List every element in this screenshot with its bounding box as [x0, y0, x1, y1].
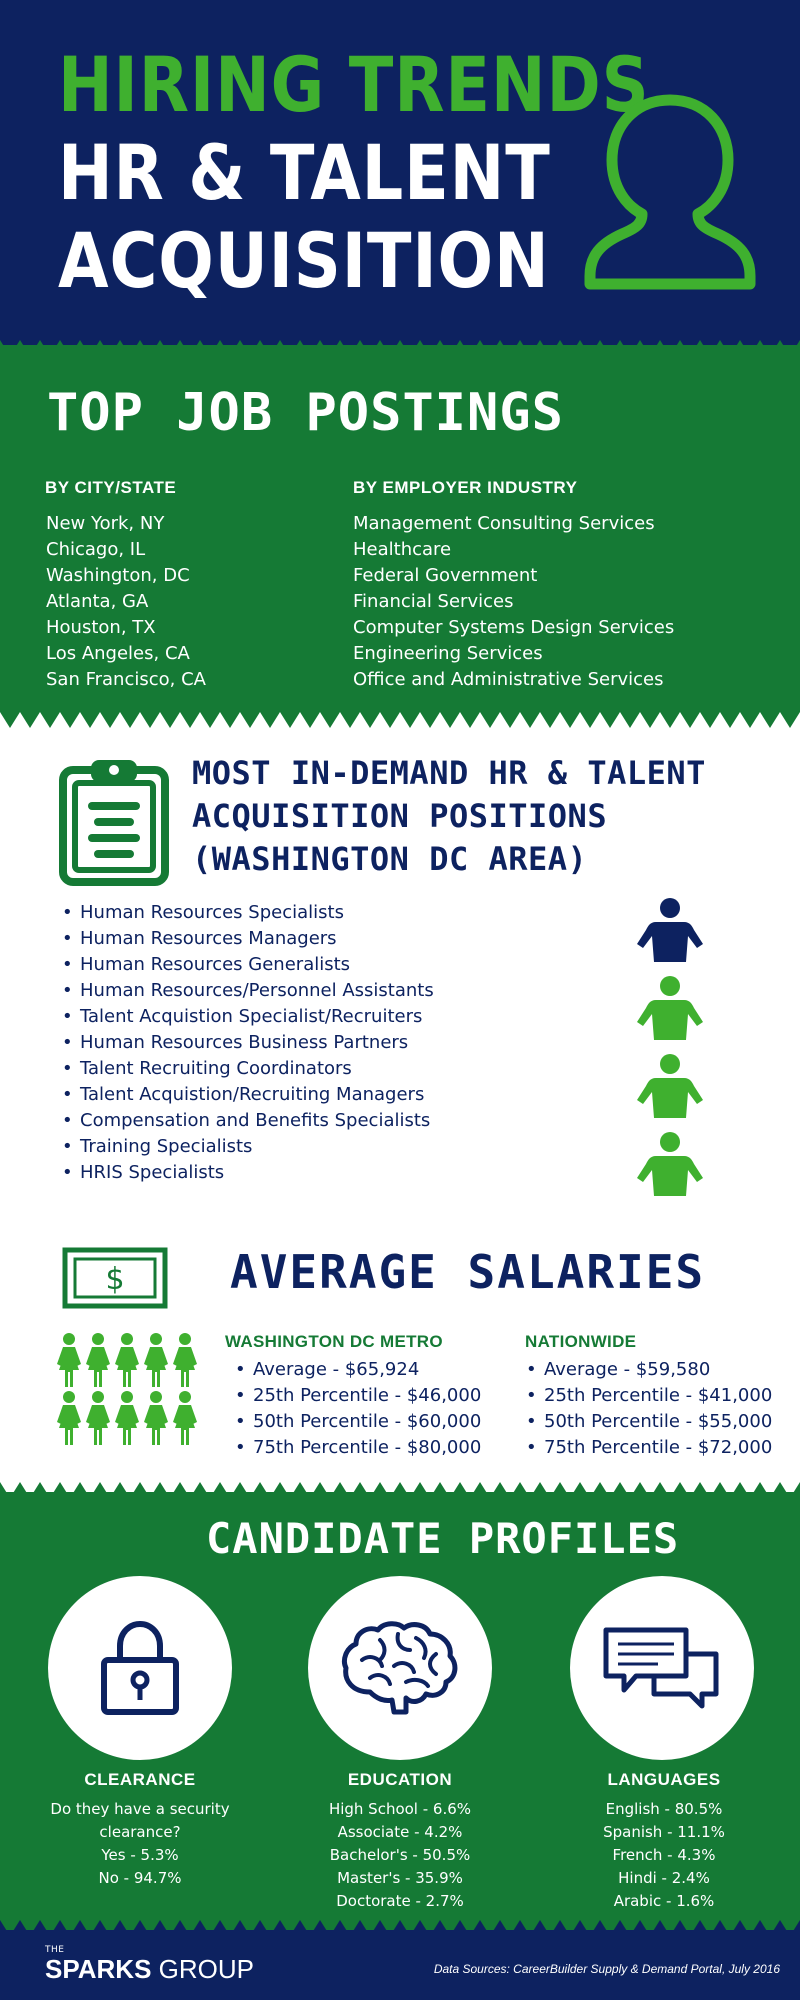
languages-line: Arabic - 1.6%	[613, 1892, 715, 1910]
list-item: Management Consulting Services	[353, 513, 655, 534]
padlock-icon	[100, 1620, 180, 1716]
in-demand-title	[192, 752, 706, 881]
woman-figure-icon	[55, 1332, 83, 1388]
clearance-line: Yes - 5.3%	[101, 1846, 179, 1864]
woman-figure-icon	[55, 1390, 83, 1446]
languages-line: French - 4.3%	[612, 1846, 716, 1864]
title-acquisition: ACQUISITION	[58, 216, 550, 305]
list-item: New York, NY	[46, 513, 165, 534]
languages-circle	[570, 1576, 754, 1760]
clearance-line: clearance?	[99, 1823, 181, 1841]
sparks-group-logo	[45, 1954, 254, 1985]
list-item: Federal Government	[353, 565, 538, 586]
list-item: • HRIS Specialists	[62, 1160, 434, 1186]
person-figure-icon	[636, 1132, 704, 1196]
title-hr-talent: HR & TALENT	[58, 128, 551, 217]
footer	[0, 1930, 800, 2000]
list-item: • 50th Percentile - $55,000	[526, 1409, 772, 1435]
list-item: • Human Resources Business Partners	[62, 1030, 434, 1056]
in-demand-title-line: ACQUISITION POSITIONS	[192, 797, 608, 835]
list-item: • Training Specialists	[62, 1134, 434, 1160]
profiles-title: CANDIDATE PROFILES	[206, 1514, 680, 1563]
clearance-circle	[48, 1576, 232, 1760]
education-line: Bachelor's - 50.5%	[329, 1846, 471, 1864]
zigzag-divider	[0, 712, 800, 730]
clearance-text	[20, 1798, 260, 1890]
list-item: • Talent Acquistion Specialist/Recruiters	[62, 1004, 434, 1030]
languages-line: Spanish - 11.1%	[603, 1823, 725, 1841]
clearance-line: Do they have a security	[50, 1800, 230, 1818]
list-item: • Human Resources/Personnel Assistants	[62, 978, 434, 1004]
person-outline-icon	[580, 88, 760, 298]
list-item: • Average - $59,580	[526, 1357, 772, 1383]
dc-metro-heading: WASHINGTON DC METRO	[225, 1332, 443, 1351]
education-circle	[308, 1576, 492, 1760]
education-line: High School - 6.6%	[328, 1800, 472, 1818]
city-heading: BY CITY/STATE	[45, 478, 177, 497]
data-sources: Data Sources: CareerBuilder Supply & Demand Portal, July 2016	[433, 1962, 780, 1976]
brain-icon	[340, 1620, 460, 1716]
industry-heading: BY EMPLOYER INDUSTRY	[353, 478, 578, 497]
list-item: • 50th Percentile - $60,000	[235, 1409, 481, 1435]
list-item: • 25th Percentile - $41,000	[526, 1383, 772, 1409]
women-figures-grid	[55, 1332, 203, 1448]
list-item: Financial Services	[353, 591, 514, 612]
list-item: • Human Resources Specialists	[62, 900, 434, 926]
person-figure-icon	[636, 898, 704, 962]
candidate-profiles-section	[0, 1492, 800, 1930]
list-item: • Talent Acquistion/Recruiting Managers	[62, 1082, 434, 1108]
list-item: Chicago, IL	[46, 539, 146, 560]
clearance-line: No - 94.7%	[98, 1869, 182, 1887]
people-figures	[636, 898, 704, 1210]
positions-list	[62, 900, 434, 1186]
list-item: Atlanta, GA	[46, 591, 149, 612]
list-item: • Human Resources Generalists	[62, 952, 434, 978]
list-item: Computer Systems Design Services	[353, 617, 675, 638]
woman-figure-icon	[84, 1390, 112, 1446]
list-item: • Human Resources Managers	[62, 926, 434, 952]
woman-figure-icon	[113, 1390, 141, 1446]
list-item: San Francisco, CA	[46, 669, 206, 690]
list-item: Washington, DC	[46, 565, 190, 586]
woman-figure-icon	[142, 1332, 170, 1388]
title-hiring-trends: HIRING TRENDS	[58, 40, 650, 129]
education-line: Doctorate - 2.7%	[336, 1892, 464, 1910]
logo-sparks: SPARKS	[45, 1954, 152, 1984]
list-item: • 25th Percentile - $46,000	[235, 1383, 481, 1409]
industry-list	[353, 511, 674, 693]
top-job-postings-section	[0, 345, 800, 715]
list-item: • 75th Percentile - $72,000	[526, 1435, 772, 1461]
woman-figure-icon	[142, 1390, 170, 1446]
nationwide-salary-list	[526, 1357, 772, 1461]
city-list	[46, 511, 206, 693]
education-text	[280, 1798, 520, 1913]
education-line: Master's - 35.9%	[337, 1869, 463, 1887]
woman-figure-icon	[84, 1332, 112, 1388]
list-item: Healthcare	[353, 539, 452, 560]
dollar-symbol: $	[105, 1262, 125, 1297]
education-heading: EDUCATION	[347, 1770, 453, 1789]
clearance-heading: CLEARANCE	[84, 1770, 196, 1789]
woman-figure-icon	[113, 1332, 141, 1388]
list-item: Los Angeles, CA	[46, 643, 190, 664]
woman-figure-icon	[171, 1332, 199, 1388]
nationwide-heading: NATIONWIDE	[525, 1332, 637, 1351]
list-item: • Compensation and Benefits Specialists	[62, 1108, 434, 1134]
header-banner	[0, 0, 800, 345]
logo-the: THE	[45, 1945, 65, 1955]
list-item: • 75th Percentile - $80,000	[235, 1435, 481, 1461]
list-item: • Average - $65,924	[235, 1357, 481, 1383]
dc-salary-list	[235, 1357, 481, 1461]
in-demand-title-line: (WASHINGTON DC AREA)	[192, 840, 588, 878]
languages-line: English - 80.5%	[605, 1800, 723, 1818]
list-item: Office and Administrative Services	[353, 669, 664, 690]
languages-line: Hindi - 2.4%	[618, 1869, 710, 1887]
logo-group: GROUP	[151, 1954, 255, 1984]
salaries-title: AVERAGE SALARIES	[230, 1245, 706, 1299]
person-figure-icon	[636, 1054, 704, 1118]
languages-text	[544, 1798, 784, 1913]
clipboard-icon	[58, 756, 170, 886]
speech-bubbles-icon	[602, 1626, 722, 1710]
list-item: • Talent Recruiting Coordinators	[62, 1056, 434, 1082]
postings-title: TOP JOB POSTINGS	[47, 383, 564, 443]
person-figure-icon	[636, 976, 704, 1040]
languages-heading: LANGUAGES	[607, 1770, 721, 1789]
education-line: Associate - 4.2%	[337, 1823, 463, 1841]
list-item: Engineering Services	[353, 643, 543, 664]
dollar-bill-icon	[62, 1247, 168, 1309]
in-demand-title-line: MOST IN-DEMAND HR & TALENT	[192, 754, 706, 792]
woman-figure-icon	[171, 1390, 199, 1446]
list-item: Houston, TX	[46, 617, 156, 638]
